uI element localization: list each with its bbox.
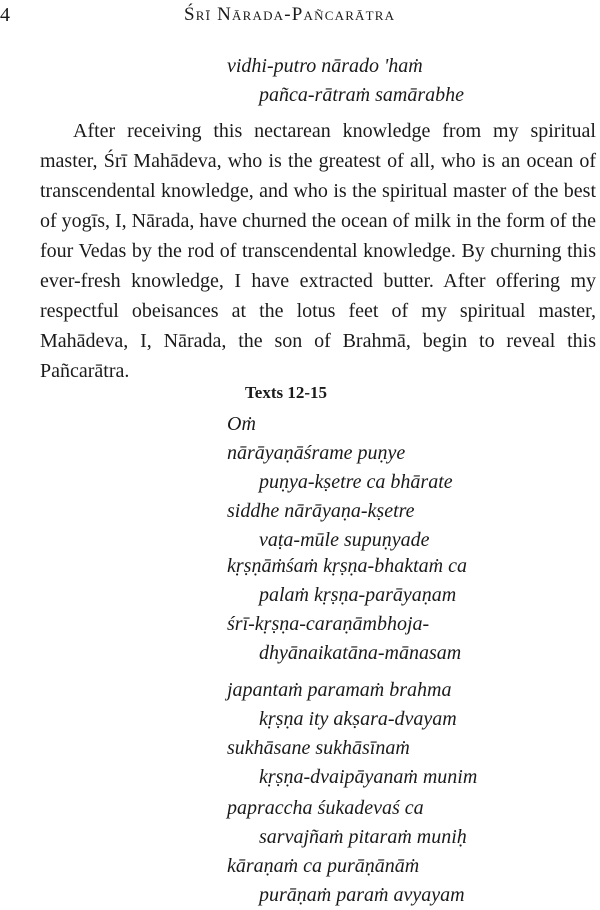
verse-stanza xyxy=(227,439,453,555)
purport-paragraph: After receiving this nectarean knowledge from my spiritual master, Śrī Mahādeva, who is the greatest of all, who is an ocean of transcendental knowledge, and who is the spiritual master of the best of yogīs, I, Nārada, have churned the ocean of milk in the form of the four Vedas by the rod of transcendental knowledge. By churning this ever-fresh knowledge, I have extracted butter. After offering my respectful obeisances at the lotus feet of my spiritual master, Mahādeva, I, Nārada, the son of Brahmā, begin to reveal this Pañcarātra. xyxy=(40,120,596,382)
verse-stanza xyxy=(227,552,467,668)
verse-line: siddhe nārāyaṇa-kṣetre xyxy=(227,500,415,522)
verse-line: vaṭa-mūle supuṇyade xyxy=(259,529,430,551)
verse-line: vidhi-putro nārado 'haṁ xyxy=(227,55,423,77)
running-head: Śrī Nārada-Pañcarātra xyxy=(184,4,396,25)
verse-line: pañca-rātraṁ samārabhe xyxy=(259,84,464,106)
verse-line: purāṇaṁ paraṁ avyayam xyxy=(259,884,465,906)
verse-line: kṛṣṇa-dvaipāyanaṁ munim xyxy=(259,766,478,788)
verse-line: papraccha śukadevaś ca xyxy=(227,797,424,819)
verse-line: kṛṣṇa ity akṣara-dvayam xyxy=(259,708,457,730)
verse-line: japantaṁ paramaṁ brahma xyxy=(227,679,452,701)
verse-line: sarvajñaṁ pitaraṁ muniḥ xyxy=(259,826,467,848)
verse-line: kāraṇaṁ ca purāṇānāṁ xyxy=(227,855,420,877)
page-number: 4 xyxy=(0,4,10,26)
verse-stanza xyxy=(227,794,467,910)
verse-line: nārāyaṇāśrame puṇye xyxy=(227,442,406,464)
verse-line: palaṁ kṛṣṇa-parāyaṇam xyxy=(259,584,457,606)
verse-line: puṇya-kṣetre ca bhārate xyxy=(259,471,453,493)
verse-line: kṛṣṇāṁśaṁ kṛṣṇa-bhaktaṁ ca xyxy=(227,555,467,577)
texts-heading: Texts 12-15 xyxy=(245,383,328,402)
verse-line: śrī-kṛṣṇa-caraṇāmbhoja- xyxy=(227,613,430,635)
verse-line: dhyānaikatāna-mānasam xyxy=(259,642,462,664)
verse-om: Oṁ xyxy=(227,413,256,435)
verse-stanza xyxy=(227,676,477,792)
verse-line: sukhāsane sukhāsīnaṁ xyxy=(227,737,410,759)
verse-opening xyxy=(227,52,464,110)
